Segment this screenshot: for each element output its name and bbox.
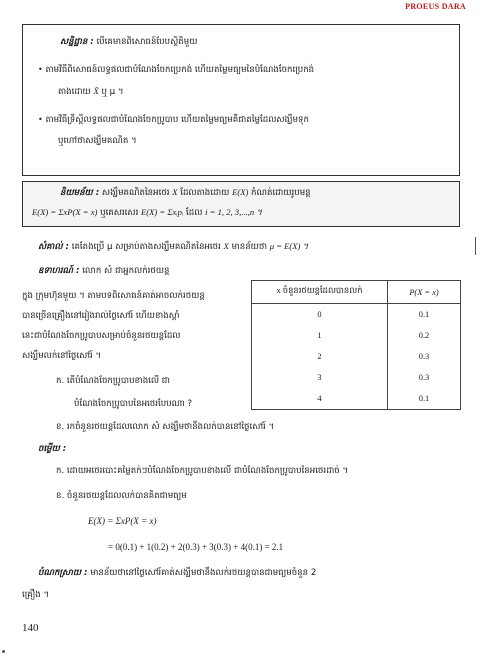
answer-title: ចម្លើយ : [38, 444, 67, 454]
table-row: 3 0.3 [252, 367, 461, 388]
conclusion-line-2: គ្រឿង ។ [22, 590, 50, 600]
bullet-icon: • [38, 115, 43, 124]
question-a-line-1: ក. តើបំណែងចែកប្រូបាបខាងលើ ជា [56, 376, 170, 386]
example-line-1: ឧទាហរណ៍ : លោក សំ ជាអ្នកលក់រថយន្ត [38, 266, 170, 276]
table-row: 0 0.1 [252, 304, 461, 326]
conclusion-box-title: សន្និដ្ឋាន : [60, 37, 94, 47]
definition-formula-2: E(X) = Σxᵢpᵢ [141, 207, 184, 217]
table-row: 2 0.3 [252, 346, 461, 367]
table-header-row [252, 281, 461, 304]
conclusion-title: បំណកស្រាយ : [38, 568, 88, 578]
answer-formula-1: E(X) = ΣxP(X = x) [88, 516, 157, 526]
table-row: 4 0.1 [252, 388, 461, 410]
bullet-2-line-2: ឬហៅថាសង្ឃឹមគណិត ។ [58, 136, 137, 146]
example-line-2: ក្នុង ក្រុមហ៊ុនមួយ ។ តាមបទពិសោធន៍គាត់អាចលក់រថយន្ត [22, 291, 205, 301]
probability-table [251, 280, 461, 410]
example-line-5: សង្ឃឹមលក់នៅថ្ងៃសៅរ៍ ។ [22, 351, 102, 361]
margin-mark [475, 237, 476, 255]
conclusion-box-intro: បើគេមានពិសោធន៍បែបស្ថិតិមួយ [96, 37, 198, 47]
answer-formula-2: = 0(0.1) + 1(0.2) + 2(0.3) + 3(0.3) + 4(0.1) = 2.1 [108, 542, 284, 552]
definition-line-2: E(X) = ΣxP(X = x) ឬគេសរសេរ E(X) = Σxᵢpᵢ ដែល i = 1, 2, 3,...,n ។ [32, 207, 262, 218]
answer-b: ខ. ចំនួនរថយន្តដែលលក់បានគិតជាមធ្យម [56, 491, 187, 501]
bullet-1-line-1: • តាមវិធីពិសោធន៍លទ្ធផលជាបំណែងចែកប្រេកង់ ហើយតម្លៃមធ្យមនៃបំណែងចែកប្រេកង់ [38, 65, 315, 75]
page-number: 140 [22, 622, 39, 634]
question-a-line-2: បំណែងចែកប្រូបាបនៃអថេរបែបណា ? [74, 399, 193, 409]
header-brand: PROEUS DARA [405, 2, 466, 11]
conclusion-line-1: បំណកស្រាយ : មានន័យថានៅថ្ងៃសៅរ៍គាត់សង្ឃឹមថានឹងលក់រថយន្តបានជាមធ្យមចំនួន 2 [38, 568, 317, 578]
bullet-1-line-2: តាងដោយ X̄ ឬ μ ។ [58, 86, 124, 97]
conclusion-box-heading [60, 36, 197, 49]
answer-a: ក. ដោយអថេរបោះគម្លៃតក់ៗបំណែងចែកប្រូបាបខាងលើ ជាបំណែងចែកប្រូបាបនៃអថេរដាច់ ។ [56, 466, 349, 476]
question-b: ខ. រកចំនួនរថយន្តដែលលោក សំ សង្ឃឹមថានឹងលក់បាននៅថ្ងៃសៅរ៍ ។ [56, 422, 275, 432]
note-title: សំគាល់ : [38, 242, 69, 252]
scan-dot [2, 650, 5, 653]
table-header-x: x ចំនួនរថយន្តដែលបានលក់ [252, 281, 388, 304]
table-row: 1 0.2 [252, 325, 461, 346]
bullet-icon: • [38, 65, 43, 74]
definition-title: និយមន័យ : [60, 188, 100, 198]
example-line-4: នេះជាបំណែងចែកប្រូបាបសម្រាប់ចំនួនរថយន្តដែល [22, 331, 181, 341]
definition-formula-3: i = 1, 2, 3,...,n ។ [205, 207, 262, 217]
definition-line-1: និយមន័យ : សង្ឃឹមគណិតនៃអថេរ X ដែលតាងដោយ E(X) កំណត់ដោយរូបមន្ត [60, 187, 311, 198]
example-line-3: បានច្រើនគ្រឿងនៅរៀងរាល់ថ្ងៃសៅរ៍ ហើយខាងស្ដាំ [22, 311, 180, 321]
bullet-2-line-1: • តាមវិធីទ្រឹស្តីលទ្ធផលជាបំណែងចែកប្រូបាប ហើយតម្លៃមធ្យមគឺជាតម្លៃដែលសង្ឃឹមទុក [38, 115, 309, 125]
example-title: ឧទាហរណ៍ : [38, 266, 80, 276]
note-line: សំគាល់ : គេតែងប្រើ μ សម្រាប់តាងសង្ឃឹមគណិតនៃអថេរ X មានន័យថា μ = E(X) ។ [38, 241, 309, 252]
definition-formula-1: E(X) = ΣxP(X = x) [32, 207, 98, 217]
table-header-p: P(X = x) [388, 281, 461, 304]
